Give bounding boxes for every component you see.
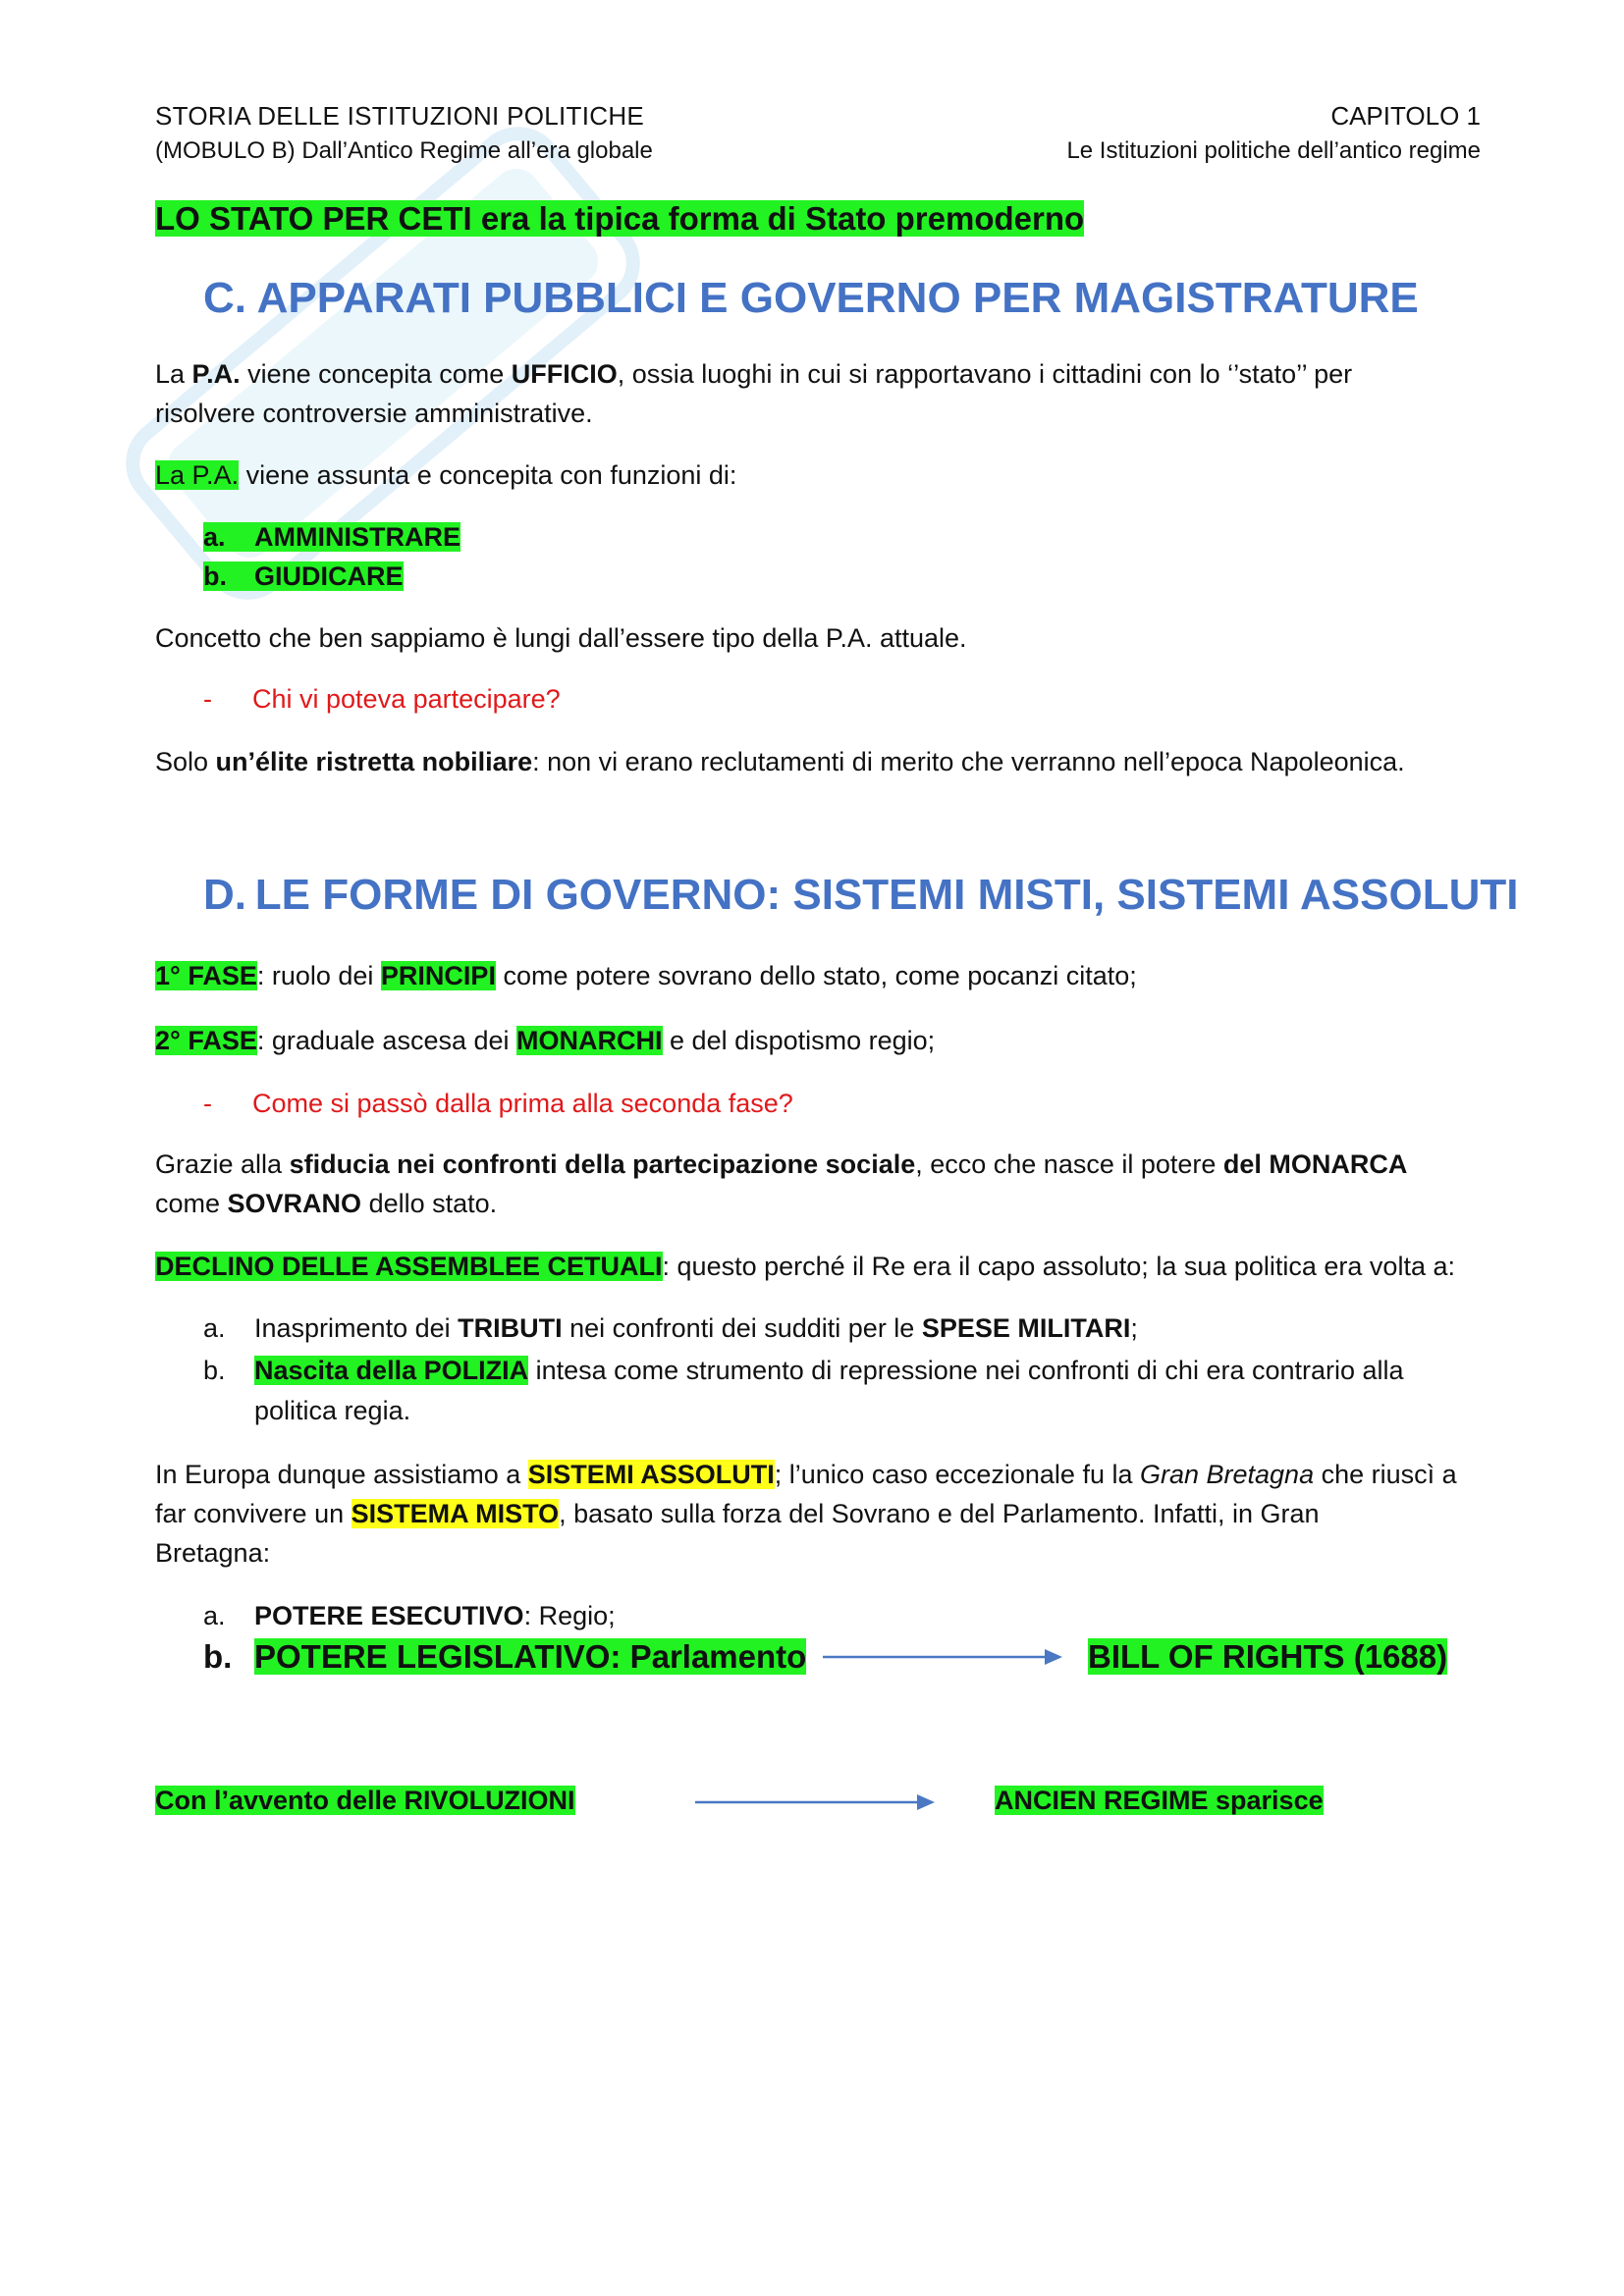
section-d-paragraph-3-end: Bretagna: bbox=[155, 1538, 271, 1568]
header-module-subtitle: (MOBULO B) Dall’Antico Regime all’era globale bbox=[155, 137, 653, 164]
header-chapter-subtitle: Le Istituzioni politiche dell’antico regime bbox=[1066, 137, 1481, 164]
list-item: a. AMMINISTRARE bbox=[203, 522, 460, 552]
banner-text: LO STATO PER CETI era la tipica forma di Stato premoderno bbox=[155, 200, 1085, 237]
section-d-paragraph-1: Grazie alla sfiducia nei confronti della partecipazione sociale, ecco che nasce il potere del MONARCA bbox=[155, 1149, 1408, 1179]
page-banner bbox=[155, 197, 1084, 240]
section-d-fase-1: 1° FASE: ruolo dei PRINCIPI come potere sovrano dello stato, come pocanzi citato; bbox=[155, 961, 1137, 990]
section-c-question: - Chi vi poteva partecipare? bbox=[203, 684, 561, 714]
header-chapter: CAPITOLO 1 bbox=[1330, 101, 1481, 131]
final-statement-left: Con l’avvento delle RIVOLUZIONI bbox=[155, 1786, 575, 1815]
list-item: a. POTERE ESECUTIVO: Regio; bbox=[203, 1601, 616, 1630]
section-d-paragraph-2: DECLINO DELLE ASSEMBLEE CETUALI: questo perché il Re era il capo assoluto; la sua politica era volta a: bbox=[155, 1252, 1455, 1281]
section-d-paragraph-3-cont: far convivere un SISTEMA MISTO, basato sulla forza del Sovrano e del Parlamento. Infatti, in Gran bbox=[155, 1499, 1320, 1528]
header-course-title: STORIA DELLE ISTITUZIONI POLITICHE bbox=[155, 101, 645, 131]
final-statement-right: ANCIEN REGIME sparisce bbox=[995, 1786, 1324, 1815]
section-c-title: C. APPARATI PUBBLICI E GOVERNO PER MAGISTRATURE bbox=[203, 274, 1419, 322]
list-item-cont: politica regia. bbox=[254, 1396, 411, 1425]
list-item: b. POTERE LEGISLATIVO: Parlamento bbox=[203, 1638, 807, 1675]
list-item: a. Inasprimento dei TRIBUTI nei confronti dei sudditi per le SPESE MILITARI; bbox=[203, 1313, 1138, 1343]
list-item: b. Nascita della POLIZIA intesa come strumento di repressione nei confronti di chi era contrario alla bbox=[203, 1356, 1404, 1385]
section-d-title: D. LE FORME DI GOVERNO: SISTEMI MISTI, SISTEMI ASSOLUTI bbox=[203, 871, 1519, 919]
section-c-paragraph-2: La P.A. viene assunta e concepita con funzioni di: bbox=[155, 460, 737, 490]
section-c-paragraph-3: Concetto che ben sappiamo è lungi dall’essere tipo della P.A. attuale. bbox=[155, 623, 967, 653]
section-c-paragraph-1-cont: risolvere controversie amministrative. bbox=[155, 399, 593, 428]
section-d-fase-2: 2° FASE: graduale ascesa dei MONARCHI e del dispotismo regio; bbox=[155, 1026, 936, 1055]
section-d-paragraph-1-cont: come SOVRANO dello stato. bbox=[155, 1189, 498, 1218]
section-d-question: - Come si passò dalla prima alla seconda fase? bbox=[203, 1089, 793, 1118]
list-item: b. GIUDICARE bbox=[203, 561, 404, 591]
arrow-right-icon bbox=[695, 1790, 941, 1814]
section-c-paragraph-1: La P.A. viene concepita come UFFICIO, ossia luoghi in cui si rapportavano i cittadini con lo ‘’stato’’ per bbox=[155, 359, 1353, 389]
bill-of-rights-label: BILL OF RIGHTS (1688) bbox=[1088, 1638, 1448, 1675]
section-d-paragraph-3: In Europa dunque assistiamo a SISTEMI ASSOLUTI; l’unico caso eccezionale fu la Gran Bretagna che riuscì a bbox=[155, 1460, 1457, 1489]
arrow-right-icon bbox=[823, 1645, 1068, 1669]
section-c-paragraph-4: Solo un’élite ristretta nobiliare: non vi erano reclutamenti di merito che verranno nell’epoca Napoleonica. bbox=[155, 747, 1405, 776]
